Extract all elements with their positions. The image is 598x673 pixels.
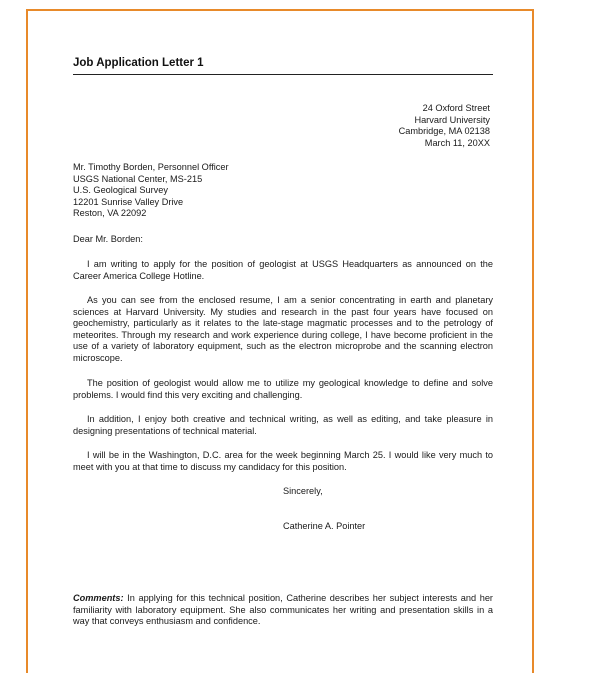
body-paragraph: As you can see from the enclosed resume, I am a senior concentrating in earth and planetary sciences at Harvard University. My studies and research in the past four years have focused on geochemistry, particularly as it relates to the late-stage magmatic processes and to the petrology of meteorites. Through my research and work experience during college, I have become proficient in the use of a variety of laboratory equipment, such as the electron microprobe and the scanning electron microscope. (73, 295, 493, 363)
letter-title: Job Application Letter 1 (73, 57, 204, 69)
recipient-address-line: USGS National Center, MS-215 (73, 173, 203, 184)
recipient-address-line: 12201 Sunrise Valley Drive (73, 196, 184, 207)
page-frame (26, 9, 534, 673)
body-paragraph: I am writing to apply for the position of geologist at USGS Headquarters as announced on the Career America College Hotline. (73, 259, 493, 281)
sender-address (399, 103, 490, 149)
title-rule (73, 74, 493, 75)
recipient-address-line: Reston, VA 22092 (73, 208, 147, 218)
body-paragraph: I will be in the Washington, D.C. area for the week beginning March 25. I would like very much to meet with you at that time to discuss my candidacy for this position. (73, 450, 493, 472)
signature-name: Catherine A. Pointer (283, 521, 366, 531)
sender-address-line: Cambridge, MA 02138 (398, 126, 490, 136)
recipient-address-line: Mr. Timothy Borden, Personnel Officer (73, 162, 229, 172)
recipient-address-line: U.S. Geological Survey (73, 185, 168, 195)
comments-label: Comments: (73, 593, 124, 603)
body-paragraph: In addition, I enjoy both creative and technical writing, as well as editing, and take pleasure in designing presentations of technical material. (73, 414, 493, 436)
closing: Sincerely, (283, 486, 323, 496)
comments-text: In applying for this technical position, Catherine describes her subject interests and her familiarity with laboratory equipment. She also communicates her writing and presentation skills in a way that conveys enthusiasm and confidence. (73, 593, 493, 626)
comments (73, 593, 493, 628)
sender-address-line: Harvard University (414, 114, 490, 125)
recipient-address (73, 162, 493, 220)
salutation: Dear Mr. Borden: (73, 234, 143, 244)
sender-address-line: 24 Oxford Street (422, 103, 490, 113)
body-paragraph: The position of geologist would allow me to utilize my geological knowledge to define and solve problems. I would find this very exciting and challenging. (73, 378, 493, 400)
letter-date: March 11, 20XX (424, 137, 490, 148)
